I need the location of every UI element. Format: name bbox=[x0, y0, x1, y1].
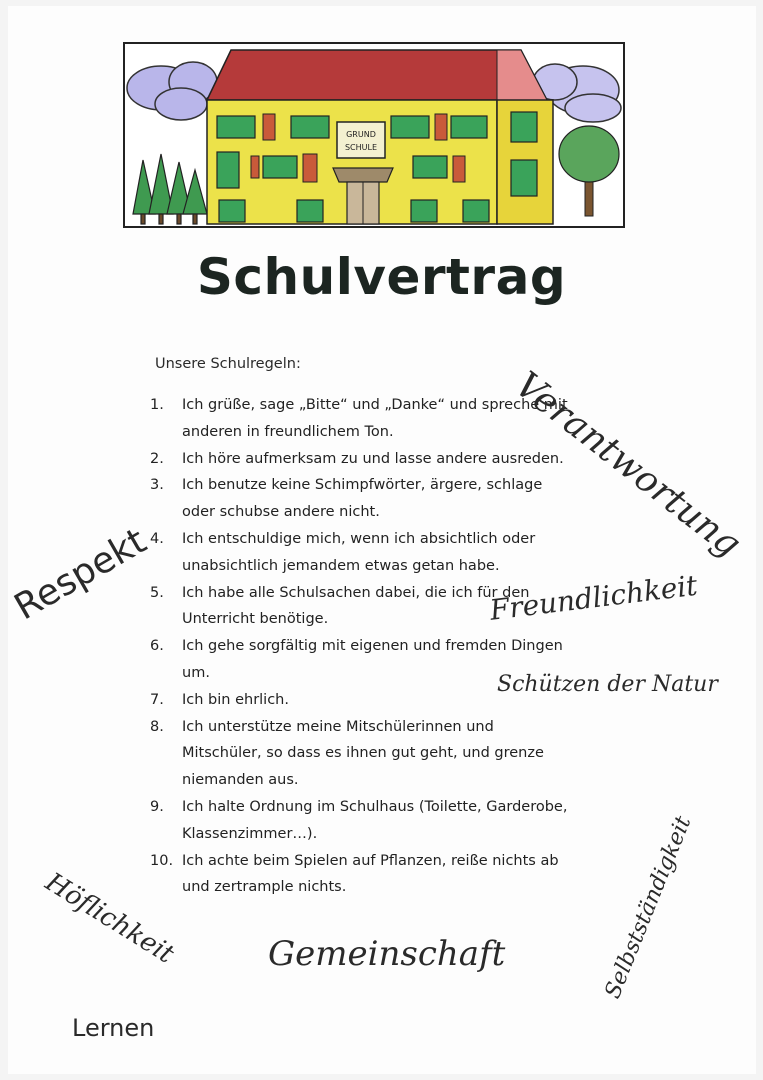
rule-text: unabsichtlich jemandem etwas getan habe. bbox=[182, 557, 500, 574]
sign-text-line1: GRUND bbox=[346, 130, 376, 139]
rule-number bbox=[150, 499, 182, 526]
rule-number bbox=[150, 740, 182, 767]
rule-number: 5. bbox=[150, 584, 164, 601]
rule-text: Ich grüße, sage „Bitte“ und „Danke“ und spreche mit bbox=[182, 397, 568, 413]
rules-list bbox=[150, 392, 590, 901]
school-sign bbox=[337, 122, 385, 158]
rule-text: Ich höre aufmerksam zu und lasse andere ausreden. bbox=[182, 450, 564, 467]
rule-number bbox=[150, 821, 182, 848]
rule-text: Ich habe alle Schulsachen dabei, die ich für den bbox=[182, 584, 530, 601]
rule-number: 2. bbox=[150, 450, 164, 467]
word-respekt: Respekt bbox=[7, 520, 154, 629]
page-title: Schulvertrag bbox=[196, 248, 567, 306]
word-verantwortung: Verantwortung bbox=[507, 364, 749, 566]
rule-text: Ich bin ehrlich. bbox=[182, 691, 289, 708]
rule-number bbox=[150, 553, 182, 580]
rule-line bbox=[150, 526, 590, 553]
rule-line bbox=[150, 446, 590, 473]
rule-text: Unterricht benötige. bbox=[182, 611, 329, 628]
rule-number bbox=[150, 606, 182, 633]
rule-text: um. bbox=[182, 664, 210, 681]
school-drawing bbox=[123, 42, 625, 228]
rule-text: und zertrample nichts. bbox=[182, 879, 347, 896]
rule-text: Ich unterstütze meine Mitschülerinnen und bbox=[182, 718, 494, 735]
word-lernen: Lernen bbox=[72, 1014, 155, 1042]
rule-line bbox=[150, 472, 590, 499]
rule-number: 4. bbox=[150, 530, 164, 547]
word-freundlichkeit: Freundlichkeit bbox=[487, 568, 700, 627]
rule-line bbox=[150, 848, 590, 875]
word-gemeinschaft: Gemeinschaft bbox=[268, 934, 506, 974]
rule-number: 7. bbox=[150, 691, 164, 708]
rule-text: niemanden aus. bbox=[182, 772, 299, 789]
rule-number: 6. bbox=[150, 638, 164, 655]
rule-number: 8. bbox=[150, 718, 164, 735]
rule-line bbox=[150, 794, 590, 821]
rule-text: Ich gehe sorgfältig mit eigenen und fremden Dingen bbox=[182, 638, 563, 655]
rule-number bbox=[150, 660, 182, 687]
rule-number bbox=[150, 874, 182, 901]
rule-text: Ich achte beim Spielen auf Pflanzen, reiße nichts ab bbox=[182, 852, 559, 869]
rule-number: 1. bbox=[150, 397, 164, 413]
rule-line bbox=[150, 821, 590, 848]
rule-text: oder schubse andere nicht. bbox=[182, 504, 380, 521]
rule-text: Mitschüler, so dass es ihnen gut geht, und grenze bbox=[182, 745, 544, 762]
roof bbox=[207, 50, 547, 100]
rule-line bbox=[150, 767, 590, 794]
rule-line bbox=[150, 633, 590, 660]
rule-line bbox=[150, 740, 590, 767]
rule-number: 3. bbox=[150, 477, 164, 494]
rule-text: Ich halte Ordnung im Schulhaus (Toilette, Garderobe, bbox=[182, 798, 568, 815]
word-schuetzen-der-natur: Schützen der Natur bbox=[497, 672, 718, 697]
rules-intro: Unsere Schulregeln: bbox=[155, 356, 301, 372]
rule-line bbox=[150, 499, 590, 526]
rule-text: anderen in freundlichem Ton. bbox=[182, 423, 394, 440]
word-hoeflichkeit: Höflichkeit bbox=[40, 867, 180, 970]
word-selbststaendigkeit: Selbstständigkeit bbox=[600, 812, 697, 1003]
rule-line bbox=[150, 874, 590, 901]
rule-line bbox=[150, 714, 590, 741]
rule-text: Ich benutze keine Schimpfwörter, ärgere, schlage bbox=[182, 477, 543, 494]
rule-text: Ich entschuldige mich, wenn ich absichtlich oder bbox=[182, 530, 536, 547]
rule-number bbox=[150, 767, 182, 794]
rule-text: Klassenzimmer…). bbox=[182, 825, 318, 842]
sign-text-line2: SCHULE bbox=[344, 143, 378, 152]
rule-number bbox=[150, 419, 182, 446]
rule-number: 10. bbox=[150, 852, 174, 869]
rule-line bbox=[150, 419, 590, 446]
rule-number: 9. bbox=[150, 798, 164, 815]
rule-line bbox=[150, 553, 590, 580]
